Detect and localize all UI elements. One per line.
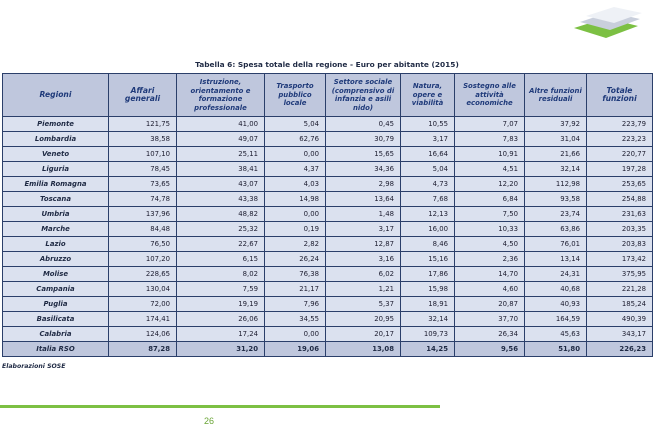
source-note: Elaborazioni SOSE (2, 363, 66, 370)
table-cell: 26,34 (455, 327, 525, 342)
table-cell: 25,32 (177, 222, 265, 237)
table-cell: 62,76 (265, 132, 326, 147)
table-cell: 112,98 (525, 177, 587, 192)
table-cell: 6,15 (177, 252, 265, 267)
table-row (3, 297, 653, 312)
table-cell: 0,00 (265, 327, 326, 342)
table-row (3, 237, 653, 252)
table-cell: 1,21 (326, 282, 401, 297)
table-cell: 34,36 (326, 162, 401, 177)
footer-divider (0, 405, 440, 408)
table-cell: 7,50 (455, 207, 525, 222)
table-cell: 254,88 (587, 192, 653, 207)
table-cell: 231,63 (587, 207, 653, 222)
column-header: Altre funzioni residuali (525, 74, 587, 117)
table-cell: 76,50 (109, 237, 177, 252)
table-row (3, 132, 653, 147)
table-cell: 19,06 (265, 342, 326, 357)
table-row (3, 252, 653, 267)
table-cell: 38,41 (177, 162, 265, 177)
region-name: Veneto (3, 147, 109, 162)
table-cell: 121,75 (109, 117, 177, 132)
table-row (3, 162, 653, 177)
table-cell: 22,67 (177, 237, 265, 252)
region-name: Abruzzo (3, 252, 109, 267)
table-cell: 203,35 (587, 222, 653, 237)
table-cell: 15,65 (326, 147, 401, 162)
table-cell: 4,50 (455, 237, 525, 252)
table-cell: 228,65 (109, 267, 177, 282)
table-cell: 2,82 (265, 237, 326, 252)
table-cell: 223,79 (587, 117, 653, 132)
table-cell: 43,38 (177, 192, 265, 207)
table-cell: 51,80 (525, 342, 587, 357)
table-cell: 6,84 (455, 192, 525, 207)
table-cell: 78,45 (109, 162, 177, 177)
table-cell: 375,95 (587, 267, 653, 282)
table-cell: 16,64 (401, 147, 455, 162)
table-cell: 17,24 (177, 327, 265, 342)
table-cell: 34,55 (265, 312, 326, 327)
region-name: Italia RSO (3, 342, 109, 357)
table-cell: 76,01 (525, 237, 587, 252)
table-cell: 10,91 (455, 147, 525, 162)
table-cell: 13,08 (326, 342, 401, 357)
table-row (3, 222, 653, 237)
region-name: Piemonte (3, 117, 109, 132)
table-cell: 84,48 (109, 222, 177, 237)
column-header: Totale funzioni (587, 74, 653, 117)
table-cell: 5,04 (265, 117, 326, 132)
table-cell: 4,51 (455, 162, 525, 177)
table-cell: 18,91 (401, 297, 455, 312)
table-cell: 15,98 (401, 282, 455, 297)
table-cell: 43,07 (177, 177, 265, 192)
region-name: Campania (3, 282, 109, 297)
region-name: Lombardia (3, 132, 109, 147)
table-cell: 76,38 (265, 267, 326, 282)
table-cell: 130,04 (109, 282, 177, 297)
table-cell: 107,10 (109, 147, 177, 162)
column-header: Settore sociale (comprensivo di infanzia e asili nido) (326, 74, 401, 117)
region-name: Umbria (3, 207, 109, 222)
table-row (3, 327, 653, 342)
table-cell: 20,87 (455, 297, 525, 312)
stacked-layers-logo-icon (566, 2, 646, 42)
table-row (3, 207, 653, 222)
table-caption: Tabella 6: Spesa totale della regione - Euro per abitante (2015) (195, 60, 459, 69)
table-cell: 1,48 (326, 207, 401, 222)
region-name: Marche (3, 222, 109, 237)
table-cell: 7,68 (401, 192, 455, 207)
table-cell: 37,70 (455, 312, 525, 327)
table-cell: 16,00 (401, 222, 455, 237)
table-cell: 6,02 (326, 267, 401, 282)
table-cell: 7,96 (265, 297, 326, 312)
region-name: Molise (3, 267, 109, 282)
table-cell: 12,87 (326, 237, 401, 252)
region-name: Puglia (3, 297, 109, 312)
table-cell: 203,83 (587, 237, 653, 252)
table-row (3, 117, 653, 132)
table-cell: 32,14 (525, 162, 587, 177)
table-cell: 8,02 (177, 267, 265, 282)
table-cell: 0,00 (265, 207, 326, 222)
region-name: Calabria (3, 327, 109, 342)
table-cell: 31,20 (177, 342, 265, 357)
column-header: Regioni (3, 74, 109, 117)
column-header: Natura, opere e viabilità (401, 74, 455, 117)
table-cell: 124,06 (109, 327, 177, 342)
table-cell: 12,20 (455, 177, 525, 192)
table-cell: 21,66 (525, 147, 587, 162)
table-cell: 253,65 (587, 177, 653, 192)
table-cell: 3,16 (326, 252, 401, 267)
table-cell: 10,55 (401, 117, 455, 132)
column-header: Affari generali (109, 74, 177, 117)
table-cell: 2,36 (455, 252, 525, 267)
table-cell: 48,82 (177, 207, 265, 222)
column-header: Istruzione, orientamento e formazione professionale (177, 74, 265, 117)
table-cell: 0,19 (265, 222, 326, 237)
table-cell: 343,17 (587, 327, 653, 342)
table-cell: 13,14 (525, 252, 587, 267)
table-cell: 226,23 (587, 342, 653, 357)
table-row (3, 312, 653, 327)
table-cell: 38,58 (109, 132, 177, 147)
table-cell: 4,37 (265, 162, 326, 177)
table-cell: 4,73 (401, 177, 455, 192)
table-cell: 3,17 (401, 132, 455, 147)
spending-table (2, 73, 653, 357)
table-cell: 164,59 (525, 312, 587, 327)
table-cell: 24,31 (525, 267, 587, 282)
table-cell: 63,86 (525, 222, 587, 237)
total-row (3, 342, 653, 357)
table-cell: 26,24 (265, 252, 326, 267)
table-cell: 37,92 (525, 117, 587, 132)
table-cell: 490,39 (587, 312, 653, 327)
table-row (3, 147, 653, 162)
table-cell: 14,70 (455, 267, 525, 282)
table-cell: 197,28 (587, 162, 653, 177)
table-cell: 137,96 (109, 207, 177, 222)
table-cell: 23,74 (525, 207, 587, 222)
table-cell: 93,58 (525, 192, 587, 207)
table-cell: 87,28 (109, 342, 177, 357)
table-cell: 14,98 (265, 192, 326, 207)
column-header: Trasporto pubblico locale (265, 74, 326, 117)
table-cell: 185,24 (587, 297, 653, 312)
table-cell: 10,33 (455, 222, 525, 237)
region-name: Toscana (3, 192, 109, 207)
table-cell: 5,04 (401, 162, 455, 177)
page-number: 26 (204, 416, 215, 426)
table-cell: 74,78 (109, 192, 177, 207)
table-cell: 173,42 (587, 252, 653, 267)
table-cell: 41,00 (177, 117, 265, 132)
table-cell: 9,56 (455, 342, 525, 357)
table-header-row (3, 74, 653, 117)
table-cell: 40,93 (525, 297, 587, 312)
table-cell: 13,64 (326, 192, 401, 207)
table-cell: 40,68 (525, 282, 587, 297)
table-cell: 7,59 (177, 282, 265, 297)
region-name: Lazio (3, 237, 109, 252)
table-cell: 26,06 (177, 312, 265, 327)
table-cell: 4,03 (265, 177, 326, 192)
table-cell: 107,20 (109, 252, 177, 267)
table-cell: 19,19 (177, 297, 265, 312)
table-cell: 0,45 (326, 117, 401, 132)
table-cell: 2,98 (326, 177, 401, 192)
table-cell: 7,07 (455, 117, 525, 132)
table-cell: 49,07 (177, 132, 265, 147)
table-cell: 45,63 (525, 327, 587, 342)
table-cell: 20,17 (326, 327, 401, 342)
table-cell: 73,65 (109, 177, 177, 192)
table-cell: 220,77 (587, 147, 653, 162)
table-cell: 20,95 (326, 312, 401, 327)
table-cell: 14,25 (401, 342, 455, 357)
table-cell: 7,83 (455, 132, 525, 147)
table-cell: 174,41 (109, 312, 177, 327)
table-row (3, 192, 653, 207)
table-cell: 72,00 (109, 297, 177, 312)
region-name: Liguria (3, 162, 109, 177)
region-name: Emilia Romagna (3, 177, 109, 192)
table-cell: 0,00 (265, 147, 326, 162)
table-cell: 8,46 (401, 237, 455, 252)
table-cell: 221,28 (587, 282, 653, 297)
region-name: Basilicata (3, 312, 109, 327)
table-row (3, 177, 653, 192)
table-row (3, 267, 653, 282)
table-row (3, 282, 653, 297)
table-cell: 15,16 (401, 252, 455, 267)
table-cell: 32,14 (401, 312, 455, 327)
table-cell: 223,23 (587, 132, 653, 147)
table-cell: 12,13 (401, 207, 455, 222)
table-cell: 5,37 (326, 297, 401, 312)
table-cell: 30,79 (326, 132, 401, 147)
column-header: Sostegno alle attività economiche (455, 74, 525, 117)
table-cell: 31,04 (525, 132, 587, 147)
table-cell: 25,11 (177, 147, 265, 162)
table-cell: 3,17 (326, 222, 401, 237)
table-cell: 4,60 (455, 282, 525, 297)
table-cell: 17,86 (401, 267, 455, 282)
table-cell: 21,17 (265, 282, 326, 297)
table-cell: 109,73 (401, 327, 455, 342)
